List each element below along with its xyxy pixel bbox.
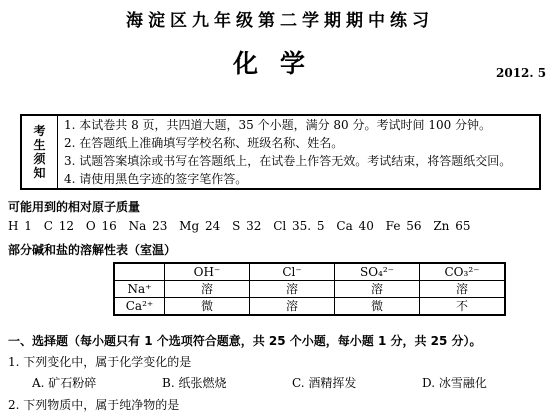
atomic-mass: H 1 (8, 219, 32, 233)
table-header-row (114, 263, 505, 281)
table-cell: 微 (165, 298, 250, 316)
table-row-label: Na⁺ (114, 281, 165, 298)
answer-option: C. 酒精挥发 (292, 376, 357, 390)
atomic-mass: O 16 (85, 219, 117, 233)
exam-date: 2012. 5 (496, 66, 547, 80)
solubility-table (113, 262, 506, 316)
table-header-cell: CO₃²⁻ (420, 263, 506, 281)
section-one-heading (8, 332, 482, 349)
section-one-instructions: （每小题只有 1 个选项符合题意，共 25 个小题，每小题 1 分，共 25 分）。 (68, 334, 482, 348)
answer-option: D. 冰雪融化 (422, 376, 487, 390)
notice-label-char: 须 (33, 152, 46, 166)
table-row (114, 298, 505, 316)
notice-label-char: 知 (33, 166, 46, 180)
table-cell: 溶 (420, 281, 506, 298)
atomic-mass: Zn 65 (433, 219, 471, 233)
table-row (114, 281, 505, 298)
table-header-cell: Cl⁻ (250, 263, 335, 281)
candidate-notice-box (20, 114, 541, 190)
notice-item: 3. 试题答案填涂或书写在答题纸上，在试卷上作答无效。考试结束，将答题纸交回。 (64, 153, 512, 168)
table-header-cell: SO₄²⁻ (335, 263, 420, 281)
table-cell: 溶 (250, 298, 335, 316)
atomic-mass-list (8, 219, 477, 233)
atomic-mass: Mg 24 (179, 219, 221, 233)
notice-label (22, 116, 58, 188)
notice-item: 2. 在答题纸上准确填写学校名称、班级名称、姓名。 (64, 135, 344, 150)
table-cell: 溶 (335, 281, 420, 298)
atomic-mass: S 32 (232, 219, 262, 233)
notice-label-char: 生 (33, 138, 46, 152)
atomic-mass: C 12 (43, 219, 75, 233)
question-stem: 1. 下列变化中，属于化学变化的是 (8, 355, 192, 369)
table-header-cell (114, 263, 165, 281)
table-header-cell: OH⁻ (165, 263, 250, 281)
atomic-mass: Cl 35. 5 (273, 219, 325, 233)
atomic-mass: Ca 40 (336, 219, 374, 233)
subject-title: 化学 (232, 49, 327, 78)
notice-label-char: 考 (33, 124, 46, 138)
solubility-heading: 部分碱和盐的溶解性表（室温） (8, 243, 177, 257)
table-cell: 溶 (165, 281, 250, 298)
exam-title: 海淀区九年级第二学期期中练习 (126, 11, 434, 31)
atomic-mass: Na 23 (128, 219, 168, 233)
question-options (32, 374, 552, 391)
table-cell: 微 (335, 298, 420, 316)
question-stem: 2. 下列物质中，属于纯净物的是 (8, 398, 180, 412)
table-cell: 溶 (250, 281, 335, 298)
atomic-mass: Fe 56 (385, 219, 422, 233)
notice-item: 1. 本试卷共 8 页，共四道大题，35 个小题，满分 80 分。考试时间 100 分钟。 (64, 117, 492, 132)
atomic-mass-heading: 可能用到的相对原子质量 (8, 200, 141, 214)
notice-items (58, 116, 539, 188)
table-cell: 不 (420, 298, 506, 316)
answer-option: B. 纸张燃烧 (162, 376, 227, 390)
table-row-label: Ca²⁺ (114, 298, 165, 316)
answer-option: A. 矿石粉碎 (32, 376, 97, 390)
section-one-title: 一、选择题 (8, 334, 69, 348)
notice-item: 4. 请使用黑色字迹的签字笔作答。 (64, 171, 248, 186)
